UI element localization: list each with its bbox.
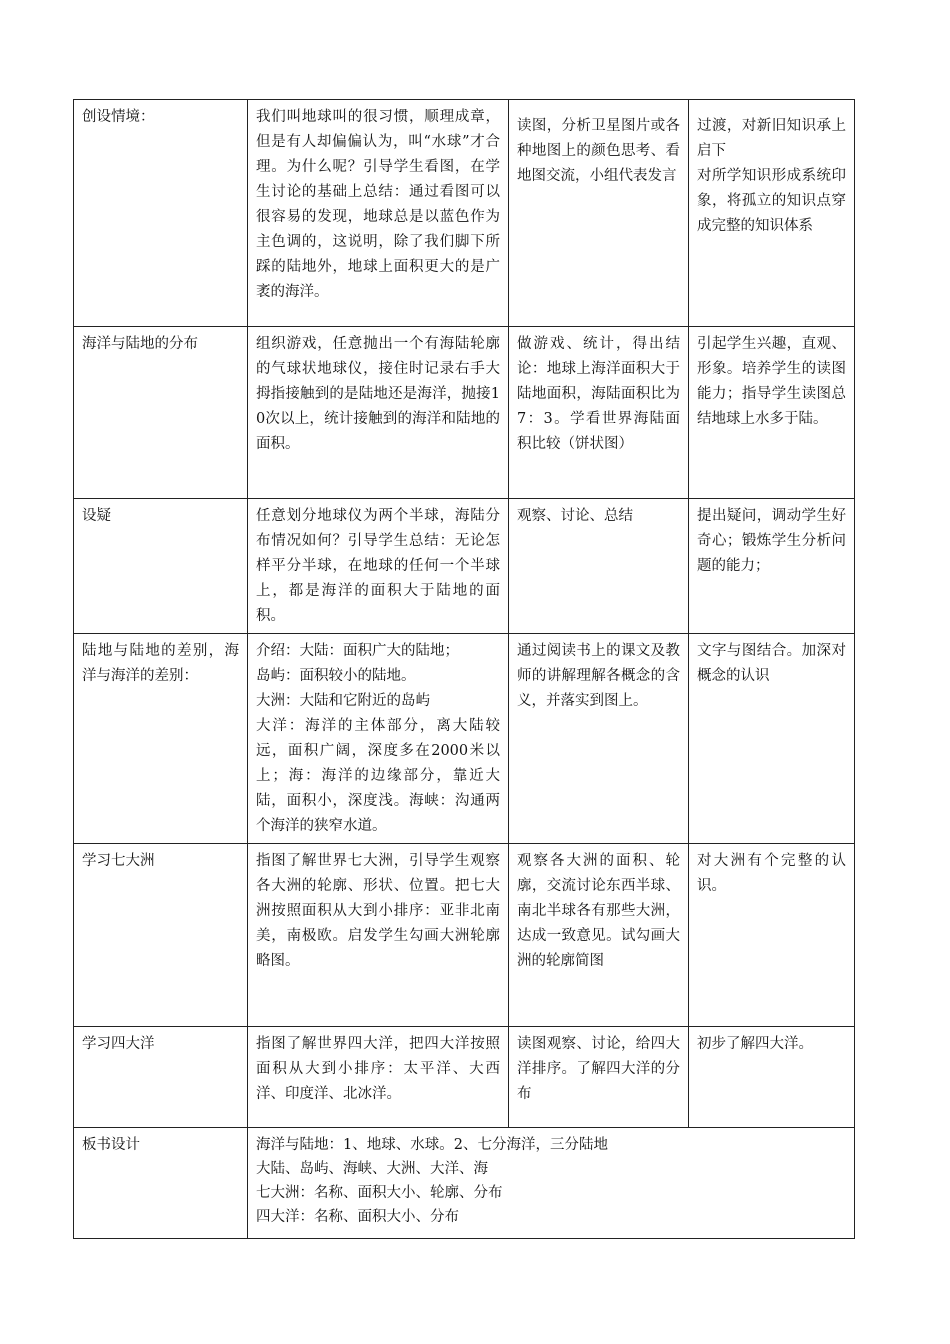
lesson-plan-table	[73, 99, 855, 1239]
teacher-activity-cell: 我们叫地球叫的很习惯，顺理成章，但是有人却偏偏认为，叫“水球”才合理。为什么呢？引导学生看图，在学生讨论的基础上总结：通过看图可以很容易的发现，地球总是以蓝色作为主色调的，这说明，除了我们脚下所踩的陆地外，地球上面积更大的是广袤的海洋。	[248, 100, 509, 327]
board-line: 海洋与陆地：1、地球、水球。2、七分海洋，三分陆地	[256, 1137, 608, 1153]
teacher-activity-cell: 组织游戏，任意抛出一个有海陆轮廓的气球状地球仪，接住时记录右手大拇指接触到的是陆地还是海洋，抛接10次以上，统计接触到的海洋和陆地的面积。	[248, 327, 509, 499]
stage-cell: 学习七大洲	[74, 844, 248, 1027]
design-intent-cell: 文字与图结合。加深对概念的认识	[689, 634, 855, 844]
student-activity-cell: 观察各大洲的面积、轮廓，交流讨论东西半球、南北半球各有那些大洲，达成一致意见。试勾画大洲的轮廓简图	[509, 844, 689, 1027]
student-activity-cell: 做游戏、统计，得出结论：地球上海洋面积大于陆地面积，海陆面积比为7：3。学看世界海陆面积比较（饼状图）	[509, 327, 689, 499]
stage-cell: 学习四大洋	[74, 1027, 248, 1128]
student-activity-cell: 读图观察、讨论，给四大洋排序。了解四大洋的分布	[509, 1027, 689, 1128]
stage-cell: 陆地与陆地的差别，海洋与海洋的差别：	[74, 634, 248, 844]
board-line: 七大洲：名称、面积大小、轮廓、分布	[256, 1185, 503, 1201]
board-design-cell	[248, 1128, 855, 1239]
table-row	[74, 1027, 855, 1128]
table-row	[74, 844, 855, 1027]
stage-cell: 设疑	[74, 499, 248, 634]
teacher-line: 大洋：海洋的主体部分，离大陆较远，面积广阔，深度多在2000米以上；海：海洋的边缘部分，靠近大陆，面积小，深度浅。海峡：沟通两个海洋的狭窄水道。	[256, 718, 500, 834]
stage-cell: 海洋与陆地的分布	[74, 327, 248, 499]
board-line: 四大洋：名称、面积大小、分布	[256, 1209, 459, 1225]
board-label-cell: 板书设计	[74, 1128, 248, 1239]
student-activity-cell: 读图，分析卫星图片或各种地图上的颜色思考、看地图交流，小组代表发言	[509, 100, 689, 327]
teacher-activity-cell: 指图了解世界四大洋，把四大洋按照面积从大到小排序：太平洋、大西洋、印度洋、北冰洋。	[248, 1027, 509, 1128]
design-intent-cell: 提出疑问，调动学生好奇心；锻炼学生分析问题的能力；	[689, 499, 855, 634]
student-activity-cell: 通过阅读书上的课文及教师的讲解理解各概念的含义，并落实到图上。	[509, 634, 689, 844]
table-row	[74, 327, 855, 499]
table-row	[74, 634, 855, 844]
intent-line: 过渡，对新旧知识承上启下	[697, 118, 846, 159]
design-intent-cell: 引起学生兴趣，直观、形象。培养学生的读图能力；指导学生读图总结地球上水多于陆。	[689, 327, 855, 499]
teacher-line: 岛屿：面积较小的陆地。	[256, 668, 416, 684]
teacher-activity-cell: 任意划分地球仪为两个半球，海陆分布情况如何？引导学生总结：无论怎样平分半球，在地球的任何一个半球上，都是海洋的面积大于陆地的面积。	[248, 499, 509, 634]
intent-line: 对所学知识形成系统印象，将孤立的知识点穿成完整的知识体系	[697, 168, 846, 234]
table-row	[74, 1128, 855, 1239]
design-intent-cell	[689, 100, 855, 327]
teacher-activity-cell	[248, 634, 509, 844]
design-intent-cell: 初步了解四大洋。	[689, 1027, 855, 1128]
table-row	[74, 499, 855, 634]
teacher-line: 大洲：大陆和它附近的岛屿	[256, 693, 430, 709]
table-row	[74, 100, 855, 327]
teacher-activity-cell: 指图了解世界七大洲，引导学生观察各大洲的轮廓、形状、位置。把七大洲按照面积从大到小排序：亚非北南美，南极欧。启发学生勾画大洲轮廓略图。	[248, 844, 509, 1027]
stage-cell: 创设情境：	[74, 100, 248, 327]
design-intent-cell: 对大洲有个完整的认识。	[689, 844, 855, 1027]
student-activity-cell: 观察、讨论、总结	[509, 499, 689, 634]
teacher-line: 介绍：大陆：面积广大的陆地；	[256, 643, 459, 659]
board-line: 大陆、岛屿、海峡、大洲、大洋、海	[256, 1161, 488, 1177]
